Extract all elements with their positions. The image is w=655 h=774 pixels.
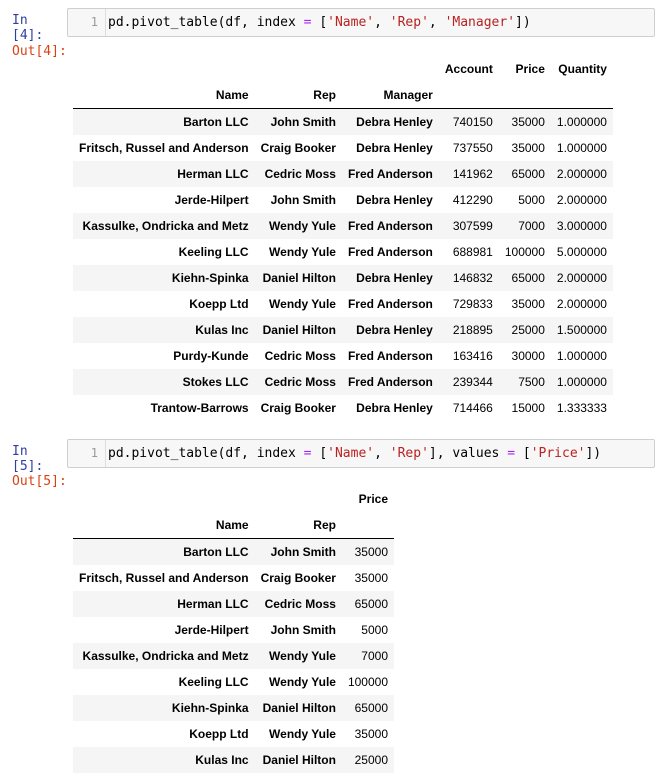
- index-cell: Debra Henley: [356, 323, 433, 337]
- index-cell: Daniel Hilton: [262, 753, 336, 767]
- value-cell: 740150: [452, 115, 493, 129]
- index-cell: Daniel Hilton: [262, 701, 336, 715]
- index-cell: Wendy Yule: [269, 727, 336, 741]
- cell-4-output-prompt: Out[4]:: [12, 44, 67, 59]
- table-row: [73, 187, 613, 213]
- value-cell: 1.000000: [556, 115, 607, 129]
- value-cell: 65000: [354, 597, 388, 611]
- index-name-row: [73, 82, 613, 109]
- index-cell: Barton LLC: [183, 115, 249, 129]
- index-cell: Koepp Ltd: [189, 727, 249, 741]
- index-cell: Jerde-Hilpert: [174, 623, 249, 637]
- value-cell: 1.000000: [556, 349, 607, 363]
- value-header-row: [73, 486, 394, 512]
- column-header: Price: [515, 62, 545, 76]
- dataframe-table: [73, 486, 394, 773]
- index-cell: Craig Booker: [260, 401, 336, 415]
- table-row: [73, 643, 394, 669]
- cell-4-code-editor[interactable]: [67, 8, 655, 37]
- index-name: Name: [73, 82, 255, 109]
- code-line[interactable]: pd.pivot_table(df, index = ['Name', 'Rep', 'Manager']): [108, 15, 531, 30]
- index-cell: Barton LLC: [183, 545, 249, 559]
- index-cell: Fred Anderson: [347, 349, 433, 363]
- value-cell: 141962: [452, 167, 493, 181]
- value-cell: 100000: [347, 675, 388, 689]
- value-cell: 2.000000: [556, 193, 607, 207]
- value-cell: 1.000000: [556, 141, 607, 155]
- index-cell: Fritsch, Russel and Anderson: [79, 571, 249, 585]
- index-cell: Purdy-Kunde: [173, 349, 249, 363]
- index-cell: Koepp Ltd: [189, 297, 249, 311]
- value-cell: 7000: [361, 649, 388, 663]
- index-cell: Fritsch, Russel and Anderson: [79, 141, 249, 155]
- gutter-divider: [105, 440, 106, 467]
- table-row: [73, 565, 394, 591]
- index-cell: Debra Henley: [356, 141, 433, 155]
- index-cell: Debra Henley: [356, 193, 433, 207]
- index-name-row: [73, 512, 394, 539]
- table-row: [73, 213, 613, 239]
- index-cell: Kiehn-Spinka: [171, 701, 249, 715]
- index-cell: John Smith: [270, 623, 336, 637]
- table-row: [73, 395, 613, 421]
- index-cell: Stokes LLC: [182, 375, 249, 389]
- value-cell: 1.500000: [556, 323, 607, 337]
- index-cell: Craig Booker: [260, 571, 336, 585]
- index-cell: Cedric Moss: [264, 375, 336, 389]
- table-row: [73, 317, 613, 343]
- value-cell: 3.000000: [556, 219, 607, 233]
- index-cell: Keeling LLC: [178, 675, 249, 689]
- value-cell: 2.000000: [556, 167, 607, 181]
- gutter-divider: [105, 9, 106, 36]
- value-cell: 5.000000: [556, 245, 607, 259]
- code-line[interactable]: pd.pivot_table(df, index = ['Name', 'Rep'], values = ['Price']): [108, 446, 602, 461]
- column-header: Price: [358, 492, 388, 506]
- column-header: Quantity: [558, 62, 607, 76]
- value-cell: 218895: [452, 323, 493, 337]
- table-row: [73, 747, 394, 773]
- table-row: [73, 109, 613, 136]
- table-row: [73, 265, 613, 291]
- value-cell: 30000: [511, 349, 545, 363]
- index-name: Rep: [255, 512, 342, 539]
- line-number: 1: [90, 446, 98, 460]
- index-cell: Kulas Inc: [195, 753, 249, 767]
- value-cell: 15000: [511, 401, 545, 415]
- value-cell: 100000: [504, 245, 545, 259]
- index-cell: Herman LLC: [177, 167, 249, 181]
- index-cell: John Smith: [270, 193, 336, 207]
- index-cell: Debra Henley: [356, 115, 433, 129]
- value-cell: 412290: [452, 193, 493, 207]
- index-cell: Kassulke, Ondricka and Metz: [82, 219, 249, 233]
- value-cell: 5000: [518, 193, 545, 207]
- table-row: [73, 369, 613, 395]
- table-row: [73, 291, 613, 317]
- table-row: [73, 343, 613, 369]
- index-cell: Cedric Moss: [264, 597, 336, 611]
- index-cell: Trantow-Barrows: [150, 401, 249, 415]
- index-cell: Wendy Yule: [269, 675, 336, 689]
- table-row: [73, 239, 613, 265]
- index-cell: Herman LLC: [177, 597, 249, 611]
- index-cell: Kiehn-Spinka: [171, 271, 249, 285]
- value-cell: 239344: [452, 375, 493, 389]
- value-cell: 737550: [452, 141, 493, 155]
- table-row: [73, 695, 394, 721]
- index-cell: Fred Anderson: [347, 375, 433, 389]
- value-cell: 25000: [511, 323, 545, 337]
- dataframe-table: [73, 56, 613, 421]
- index-cell: Wendy Yule: [269, 219, 336, 233]
- value-header-row: [73, 56, 613, 82]
- value-cell: 2.000000: [556, 297, 607, 311]
- value-cell: 35000: [354, 545, 388, 559]
- value-cell: 2.000000: [556, 271, 607, 285]
- line-number: 1: [90, 15, 98, 29]
- value-cell: 65000: [511, 271, 545, 285]
- index-cell: Keeling LLC: [178, 245, 249, 259]
- table-row: [73, 669, 394, 695]
- value-cell: 1.333333: [556, 401, 607, 415]
- value-cell: 25000: [354, 753, 388, 767]
- value-cell: 307599: [452, 219, 493, 233]
- index-cell: John Smith: [270, 115, 336, 129]
- value-cell: 714466: [452, 401, 493, 415]
- index-cell: Fred Anderson: [347, 297, 433, 311]
- value-cell: 65000: [354, 701, 388, 715]
- value-cell: 5000: [361, 623, 388, 637]
- value-cell: 35000: [511, 115, 545, 129]
- value-cell: 35000: [511, 297, 545, 311]
- cell-4-input-prompt: In [4]:: [12, 13, 44, 43]
- index-cell: Kulas Inc: [195, 323, 249, 337]
- cell-5-output-prompt: Out[5]:: [12, 474, 67, 489]
- value-cell: 729833: [452, 297, 493, 311]
- table-row: [73, 539, 394, 566]
- index-cell: Fred Anderson: [347, 245, 433, 259]
- table-row: [73, 617, 394, 643]
- index-name: Manager: [342, 82, 439, 109]
- value-cell: 35000: [354, 571, 388, 585]
- index-cell: Debra Henley: [356, 401, 433, 415]
- cell-5-input-prompt: In [5]:: [12, 444, 44, 474]
- cell-5-code-editor[interactable]: [67, 439, 655, 468]
- index-name: Rep: [255, 82, 342, 109]
- value-cell: 688981: [452, 245, 493, 259]
- value-cell: 7000: [518, 219, 545, 233]
- index-cell: Cedric Moss: [264, 167, 336, 181]
- index-cell: Fred Anderson: [347, 219, 433, 233]
- value-cell: 163416: [452, 349, 493, 363]
- index-cell: Wendy Yule: [269, 245, 336, 259]
- table-row: [73, 161, 613, 187]
- index-cell: Wendy Yule: [269, 297, 336, 311]
- index-name: Name: [73, 512, 255, 539]
- index-cell: John Smith: [270, 545, 336, 559]
- index-cell: Kassulke, Ondricka and Metz: [82, 649, 249, 663]
- index-cell: Wendy Yule: [269, 649, 336, 663]
- index-cell: Daniel Hilton: [262, 323, 336, 337]
- value-cell: 65000: [511, 167, 545, 181]
- column-header: Account: [444, 62, 493, 76]
- index-cell: Fred Anderson: [347, 167, 433, 181]
- index-cell: Daniel Hilton: [262, 271, 336, 285]
- index-cell: Debra Henley: [356, 271, 433, 285]
- value-cell: 146832: [452, 271, 493, 285]
- value-cell: 35000: [511, 141, 545, 155]
- index-cell: Craig Booker: [260, 141, 336, 155]
- value-cell: 7500: [518, 375, 545, 389]
- table-row: [73, 591, 394, 617]
- index-cell: Cedric Moss: [264, 349, 336, 363]
- value-cell: 1.000000: [556, 375, 607, 389]
- table-row: [73, 135, 613, 161]
- table-row: [73, 721, 394, 747]
- index-cell: Jerde-Hilpert: [174, 193, 249, 207]
- value-cell: 35000: [354, 727, 388, 741]
